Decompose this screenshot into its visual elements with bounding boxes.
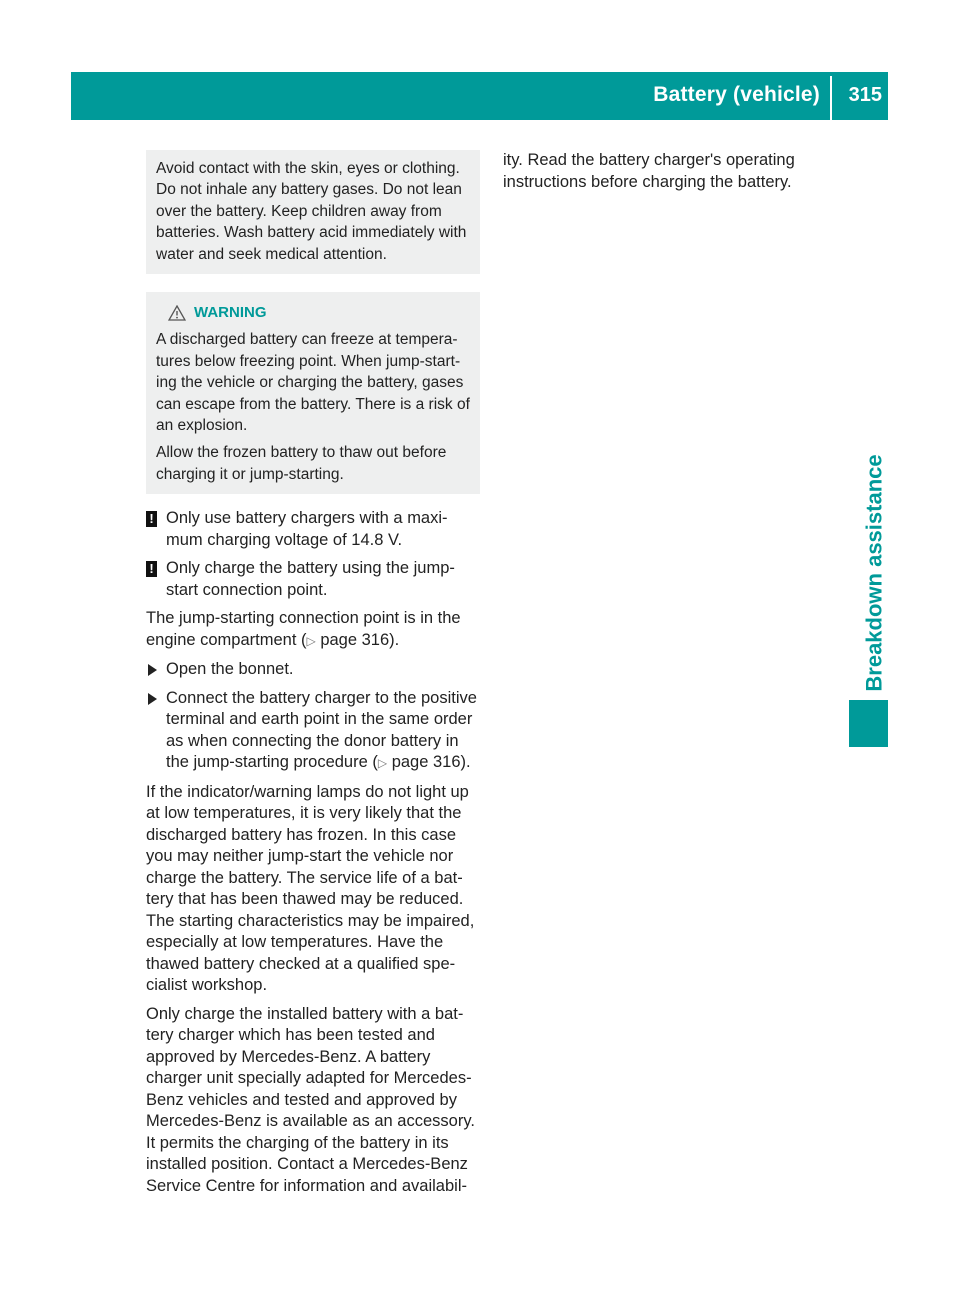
note-item (146, 508, 480, 551)
paragraph-frozen-battery: If the indicator/warning lamps do not light up at low temperatures, it is very likely that the discharged battery has frozen. In this case you may neither jump-start the vehicle nor charge the battery. The service life of a bat-tery that has been thawed may be reduced. The starting characteristics may be impaired, especially at low temperatures. Have the thawed battery checked at a qualified spe-cialist workshop. (146, 782, 475, 995)
page-header-bar (71, 72, 888, 120)
caution-box (146, 150, 480, 274)
warning-instruction: Allow the frozen battery to thaw out before charging it or jump-starting. (156, 444, 447, 483)
step-text: Open the bonnet. (166, 660, 294, 679)
warning-box (146, 292, 480, 494)
paragraph-jump-point: The jump-starting connection point is in the engine compartment (▷ page 316). (146, 609, 461, 649)
chapter-tab-text: Breakdown assistance (862, 454, 888, 692)
reference-triangle-icon: ▷ (377, 756, 388, 771)
caution-text: Avoid contact with the skin, eyes or clothing. Do not inhale any battery gases. Do not lean over the battery. Keep children away from batteries. Wash battery acid immediately with water and seek medical attention. (156, 160, 467, 263)
right-column (503, 150, 813, 200)
exclamation-icon: ! (146, 511, 157, 527)
step-text: Connect the battery charger to the positive terminal and earth point in the same order as when connecting the donor battery in the jump-starting procedure ( (166, 688, 477, 772)
note-text: Only charge the battery using the jump-start connection point. (166, 559, 455, 599)
body-text-left (146, 508, 480, 1197)
paragraph-continued: ity. Read the battery charger's operating instructions before charging the battery. (503, 151, 795, 191)
step-arrow-icon (148, 664, 157, 676)
section-title: Battery (vehicle) (653, 83, 820, 106)
page-reference-link[interactable]: ▷ page 316 (306, 630, 390, 649)
warning-title: WARNING (194, 304, 267, 322)
note-item (146, 558, 480, 601)
header-divider (830, 76, 832, 120)
chapter-tab-marker (849, 700, 888, 747)
reference-triangle-icon: ▷ (306, 633, 316, 648)
paragraph-approved-charger: Only charge the installed battery with a bat-tery charger which has been tested and approved by Mercedes-Benz. A battery charger unit specially adapted for Mercedes-Benz vehicles and tested and approved by Mercedes-Benz is available as an accessory. It permits the charging of the battery in its installed position. Contact a Mercedes-Benz Service Centre for information and availabil- (146, 1004, 475, 1195)
warning-header (156, 302, 471, 323)
warning-paragraph: A discharged battery can freeze at tempera-tures below freezing point. When jump-start-ing the vehicle or charging the battery, gases can escape from the battery. There is a risk of an explosion. (156, 331, 470, 435)
instruction-step: Connect the battery charger to the positive terminal and earth point in the same order as when connecting the donor battery in the jump-starting procedure (▷ page 316). (146, 688, 480, 775)
instruction-step (146, 659, 480, 681)
chapter-tab-label (860, 448, 890, 698)
page-reference-link[interactable]: ▷ page 316 (377, 753, 461, 772)
note-text: Only use battery chargers with a maxi-mum charging voltage of 14.8 V. (166, 509, 448, 549)
page-number: 315 (848, 84, 882, 106)
exclamation-icon: ! (146, 561, 157, 577)
left-column (146, 150, 480, 1204)
warning-triangle-icon (168, 305, 186, 321)
step-arrow-icon (148, 693, 157, 705)
